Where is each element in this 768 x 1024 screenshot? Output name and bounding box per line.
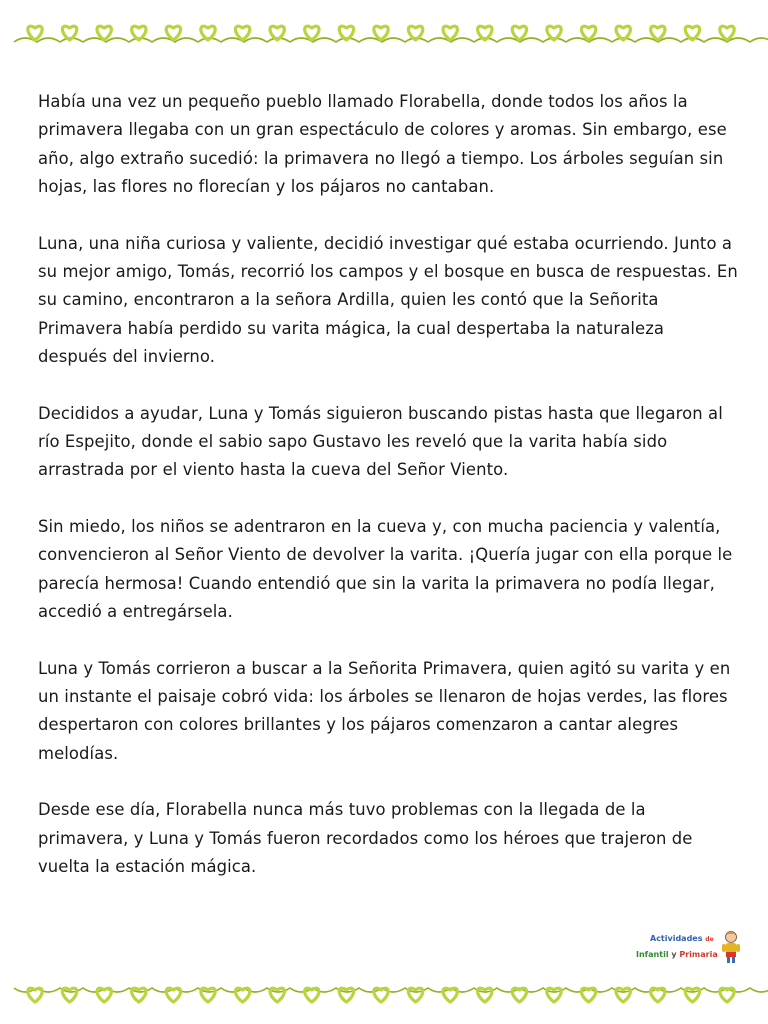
heart-icon (166, 26, 180, 40)
logo-word-y: y (671, 950, 677, 959)
heart-icon (305, 26, 319, 40)
paragraph-5: Luna y Tomás corrieron a buscar a la Señorita Primavera, quien agitó su varita y en un instante el paisaje cobró vida: los árboles se llenaron de hojas verdes, las flores despertaron con colores brillantes y los pájaros comenzaron a cantar alegres melodías. (38, 658, 731, 763)
site-logo (636, 930, 746, 966)
heart-icon (235, 26, 249, 40)
child-icon (720, 930, 742, 964)
heart-icon (720, 26, 734, 40)
heart-icon (547, 988, 561, 1002)
logo-line-2 (636, 950, 718, 959)
paragraph-2: Luna, una niña curiosa y valiente, decidió investigar qué estaba ocurriendo. Junto a su mejor amigo, Tomás, recorrió los campos y el bosque en busca de respuestas. En su camino, encontraron a la señora Ardilla, quien les contó que la Señorita Primavera había perdido su varita mágica, la cual despertaba la naturaleza después del invierno. (38, 233, 738, 366)
logo-word-infantil: Infantil (636, 950, 669, 959)
heart-icon (512, 26, 526, 40)
heart-icon (685, 988, 699, 1002)
heart-icon (581, 26, 595, 40)
logo-line-1 (650, 934, 714, 944)
heart-icon (374, 26, 388, 40)
story-text (38, 88, 738, 910)
bottom-heart-border (0, 976, 768, 1016)
logo-word-actividades: Actividades (650, 934, 703, 943)
top-heart-border (0, 14, 768, 54)
heart-icon (616, 988, 630, 1002)
heart-icon (651, 26, 665, 40)
paragraph-1: Había una vez un pequeño pueblo llamado Florabella, donde todos los años la primavera llegaba con un gran espectáculo de colores y aromas. Sin embargo, ese año, algo extraño sucedió: la primavera no llegó a tiempo. Los árboles seguían sin hojas, las flores no florecían y los pájaros no cantaban. (38, 92, 727, 196)
paragraph-4: Sin miedo, los niños se adentraron en la cueva y, con mucha paciencia y valentía, convencieron al Señor Viento de devolver la varita. ¡Quería jugar con ella porque le parecía hermosa! Cuando entendió que sin la varita la primavera no podía llegar, accedió a entregársela. (38, 517, 733, 621)
logo-word-primaria: Primaria (679, 950, 718, 959)
logo-word-de: de (705, 936, 714, 943)
paragraph-3: Decididos a ayudar, Luna y Tomás siguieron buscando pistas hasta que llegaron al río Espejito, donde el sabio sapo Gustavo les reveló que la varita había sido arrastrada por el viento hasta la cueva del Señor Viento. (38, 403, 723, 480)
heart-icon (443, 26, 457, 40)
paragraph-6: Desde ese día, Florabella nunca más tuvo problemas con la llegada de la primavera, y Luna y Tomás fueron recordados como los héroes que trajeron de vuelta la estación mágica. (38, 800, 693, 877)
